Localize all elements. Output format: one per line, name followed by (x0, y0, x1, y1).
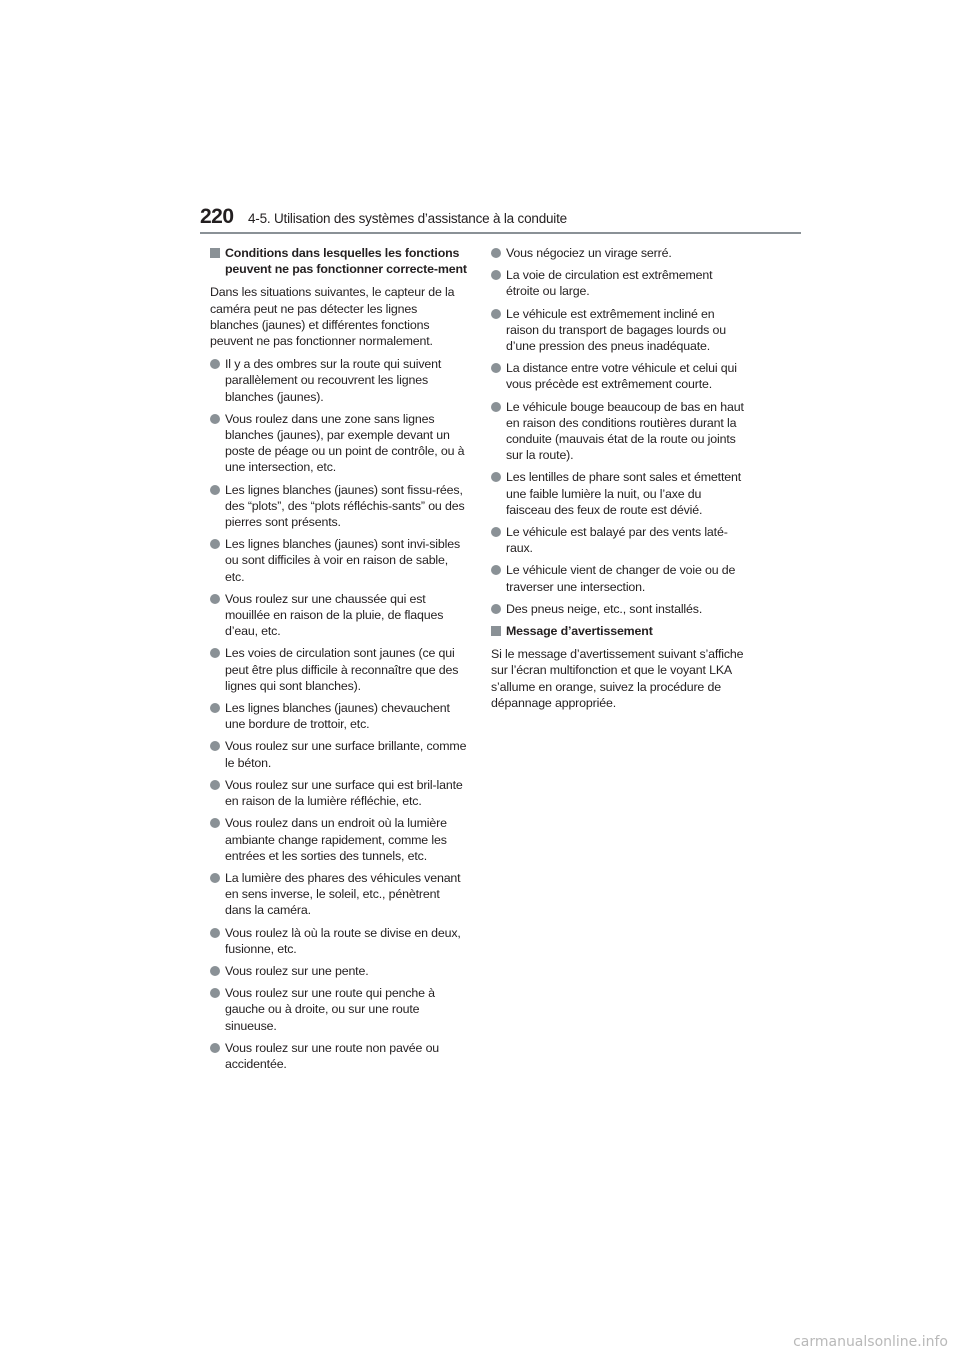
header-rule (200, 232, 801, 234)
list-item (210, 411, 468, 476)
list-item-text: La lumière des phares des véhicules venant en sens inverse, le soleil, etc., pénètrent dans la caméra. (225, 870, 461, 918)
list-item-text: Vous roulez là où la route se divise en deux, fusionne, etc. (225, 925, 461, 956)
list-item (210, 738, 468, 770)
list-item-text: Les lignes blanches (jaunes) chevauchent une bordure de trottoir, etc. (225, 701, 450, 732)
bullet-list (210, 356, 468, 1072)
list-item (491, 601, 749, 617)
list-item-text: Les lentilles de phare sont sales et émettent une faible lumière la nuit, ou l’axe du faisceau des feux de route est dévié. (506, 470, 742, 517)
round-bullet-icon (491, 565, 501, 575)
list-item (491, 524, 749, 556)
list-item-text: Vous roulez dans un endroit où la lumière ambiante change rapidement, comme les entrées et les sorties des tunnels, etc. (225, 816, 447, 863)
list-item-text: Vous roulez sur une route qui penche à gauche ou à droite, ou sur une route sinueuse. (225, 986, 435, 1033)
watermark: carmanualsonline.info (793, 1334, 948, 1350)
list-item-text: Le véhicule est extrêmement incliné en raison du transport de bagages lourds ou d’une pression des pneus inadéquate. (506, 306, 726, 354)
list-item (491, 469, 749, 518)
list-item-text: Vous roulez sur une route non pavée ou accidentée. (225, 1040, 440, 1071)
right-column (491, 245, 749, 718)
list-item (210, 777, 468, 809)
list-item-text: Il y a des ombres sur la route qui suivent parallèlement ou recouvrent les lignes blanches (jaunes). (225, 357, 442, 404)
list-item-text: Les lignes blanches (jaunes) sont fissu-rées, des “plots”, des “plots réfléchis-sants” ou des pierres sont présents. (225, 482, 465, 530)
round-bullet-icon (210, 741, 220, 751)
list-item-text: Vous roulez sur une surface brillante, comme le béton. (225, 739, 467, 770)
list-item (210, 1040, 468, 1072)
square-bullet-icon (210, 248, 220, 258)
round-bullet-icon (491, 270, 501, 280)
list-item (210, 985, 468, 1034)
round-bullet-icon (491, 363, 501, 373)
list-item (210, 482, 468, 531)
list-item-text: Les lignes blanches (jaunes) sont invi-sibles ou sont difficiles à voir en raison de sable, etc. (225, 537, 460, 584)
list-item (210, 870, 468, 919)
round-bullet-icon (210, 594, 220, 604)
section-heading (210, 245, 468, 277)
round-bullet-icon (210, 703, 220, 713)
round-bullet-icon (491, 402, 501, 412)
round-bullet-icon (491, 248, 501, 258)
list-item (210, 963, 468, 979)
intro-paragraph: Dans les situations suivantes, le capteur de la caméra peut ne pas détecter les lignes blanches (jaunes) et différentes fonctions peuvent ne pas fonctionner normalement. (210, 285, 455, 349)
round-bullet-icon (491, 309, 501, 319)
list-item-text: Vous roulez sur une chaussée qui est mouillée en raison de la pluie, de flaques d’eau, etc. (225, 591, 444, 639)
page-header (200, 205, 801, 235)
list-item-text: Vous roulez sur une surface qui est bril-lante en raison de la lumière réfléchie, etc. (225, 777, 463, 809)
list-item-text: Le véhicule est balayé par des vents laté-raux. (506, 525, 728, 556)
list-item (491, 306, 749, 355)
round-bullet-icon (491, 604, 501, 614)
round-bullet-icon (491, 472, 501, 482)
list-item-text: Le véhicule vient de changer de voie ou de traverser une intersection. (506, 563, 736, 594)
list-item (491, 267, 749, 299)
round-bullet-icon (210, 485, 220, 495)
round-bullet-icon (210, 648, 220, 658)
bullet-list (491, 245, 749, 617)
round-bullet-icon (210, 780, 220, 790)
round-bullet-icon (210, 966, 220, 976)
list-item-text: Des pneus neige, etc., sont installés. (506, 601, 703, 616)
list-item (210, 591, 468, 640)
round-bullet-icon (210, 928, 220, 938)
list-item-text: Vous négociez un virage serré. (506, 246, 672, 260)
round-bullet-icon (210, 414, 220, 424)
round-bullet-icon (210, 1043, 220, 1053)
list-item-text: Le véhicule bouge beaucoup de bas en haut en raison des conditions routières durant la conduite (mauvais état de la route ou joints sur la route). (506, 399, 744, 463)
round-bullet-icon (210, 818, 220, 828)
heading-text: Conditions dans lesquelles les fonctions peuvent ne pas fonctionner correcte-ment (225, 246, 467, 277)
list-item (491, 245, 749, 261)
round-bullet-icon (210, 539, 220, 549)
page-number: 220 (200, 205, 234, 228)
list-item-text: Vous roulez sur une pente. (225, 963, 369, 978)
list-item (210, 356, 468, 405)
list-item (210, 700, 468, 732)
list-item (491, 360, 749, 392)
square-bullet-icon (491, 626, 501, 636)
round-bullet-icon (210, 988, 220, 998)
round-bullet-icon (210, 359, 220, 369)
list-item (491, 399, 749, 464)
round-bullet-icon (210, 873, 220, 883)
list-item (491, 562, 749, 594)
list-item (210, 925, 468, 957)
list-item-text: La distance entre votre véhicule et celui qui vous précède est extrêmement courte. (506, 361, 737, 392)
left-column (210, 245, 468, 1078)
list-item-text: Vous roulez dans une zone sans lignes blanches (jaunes), par exemple devant un poste de péage ou un point de contrôle, ou à une intersection, etc. (225, 411, 465, 475)
heading-text: Message d’avertissement (506, 624, 653, 639)
list-item-text: Les voies de circulation sont jaunes (ce qui peut être plus difficile à reconnaître que des lignes qui sont blanches). (225, 646, 459, 693)
list-item (210, 645, 468, 694)
section-heading (491, 623, 749, 639)
list-item (210, 815, 468, 864)
round-bullet-icon (491, 527, 501, 537)
list-item (210, 536, 468, 585)
section-title: 4-5. Utilisation des systèmes d’assistance à la conduite (248, 211, 567, 226)
list-item-text: La voie de circulation est extrêmement étroite ou large. (506, 268, 713, 299)
warning-paragraph: Si le message d’avertissement suivant s’affiche sur l’écran multifonction et que le voyant LKA s’allume en orange, suivez la procédure de dépannage appropriée. (491, 647, 744, 710)
